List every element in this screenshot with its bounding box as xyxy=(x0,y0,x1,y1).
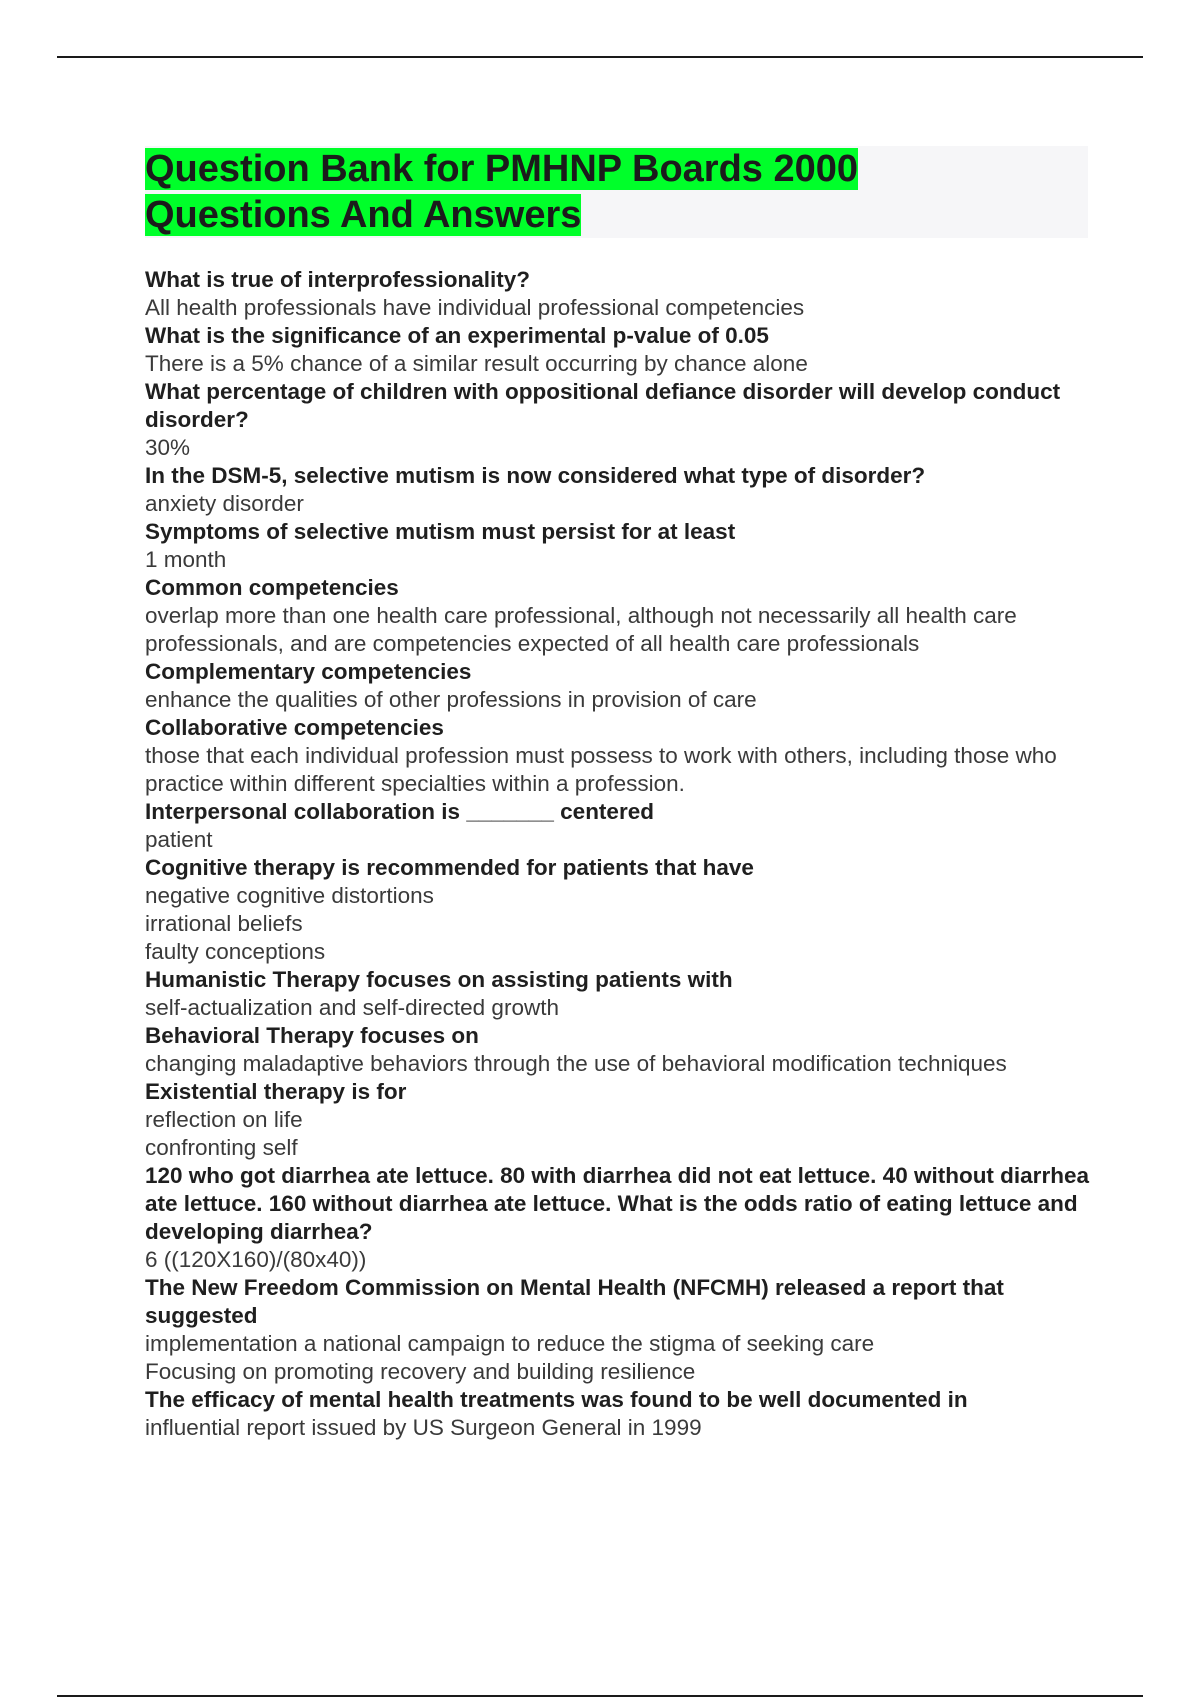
question: The New Freedom Commission on Mental Health (NFCMH) released a report that suggested xyxy=(145,1275,1004,1328)
footer-rule xyxy=(57,1695,1143,1697)
question: Interpersonal collaboration is _______ centered xyxy=(145,799,654,824)
answer: negative cognitive distortions xyxy=(145,883,434,908)
question: Symptoms of selective mutism must persist for at least xyxy=(145,519,736,544)
answer: influential report issued by US Surgeon General in 1999 xyxy=(145,1415,702,1440)
answer: implementation a national campaign to reduce the stigma of seeking care xyxy=(145,1331,875,1356)
answer: changing maladaptive behaviors through the use of behavioral modification techniques xyxy=(145,1051,1007,1076)
question: In the DSM-5, selective mutism is now considered what type of disorder? xyxy=(145,463,926,488)
answer: irrational beliefs xyxy=(145,911,303,936)
answer: patient xyxy=(145,827,213,852)
question: What is the significance of an experimental p-value of 0.05 xyxy=(145,323,769,348)
answer: reflection on life xyxy=(145,1107,303,1132)
question: Common competencies xyxy=(145,575,399,600)
answer: 1 month xyxy=(145,547,227,572)
question: What is true of interprofessionality? xyxy=(145,267,531,292)
question-answer-list xyxy=(145,266,1090,1442)
answer: enhance the qualities of other professions in provision of care xyxy=(145,687,757,712)
question: The efficacy of mental health treatments was found to be well documented in xyxy=(145,1387,968,1412)
question: Humanistic Therapy focuses on assisting patients with xyxy=(145,967,733,992)
question: Existential therapy is for xyxy=(145,1079,407,1104)
answer: faulty conceptions xyxy=(145,939,326,964)
question: 120 who got diarrhea ate lettuce. 80 with diarrhea did not eat lettuce. 40 without diarrhea ate lettuce. 160 without diarrhea ate lettuce. What is the odds ratio of eating lettuce and developing diarrhea? xyxy=(145,1163,1089,1244)
answer: overlap more than one health care professional, although not necessarily all health care professionals, and are competencies expected of all health care professionals xyxy=(145,603,1017,656)
page-title xyxy=(145,146,858,238)
question: What percentage of children with oppositional defiance disorder will develop conduct disorder? xyxy=(145,379,1061,432)
question: Behavioral Therapy focuses on xyxy=(145,1023,479,1048)
title-line-1: Question Bank for PMHNP Boards 2000 xyxy=(145,148,859,190)
answer: Focusing on promoting recovery and building resilience xyxy=(145,1359,696,1384)
title-line-2: Questions And Answers xyxy=(145,194,582,236)
answer: All health professionals have individual professional competencies xyxy=(145,295,805,320)
question: Complementary competencies xyxy=(145,659,472,684)
answer: confronting self xyxy=(145,1135,298,1160)
answer: those that each individual profession must possess to work with others, including those who practice within different specialties within a profession. xyxy=(145,743,1057,796)
question: Collaborative competencies xyxy=(145,715,444,740)
answer: self-actualization and self-directed growth xyxy=(145,995,559,1020)
answer: anxiety disorder xyxy=(145,491,304,516)
answer: 6 ((120X160)/(80x40)) xyxy=(145,1247,367,1272)
question: Cognitive therapy is recommended for patients that have xyxy=(145,855,754,880)
answer: 30% xyxy=(145,435,191,460)
answer: There is a 5% chance of a similar result occurring by chance alone xyxy=(145,351,808,376)
header-rule xyxy=(57,56,1143,58)
